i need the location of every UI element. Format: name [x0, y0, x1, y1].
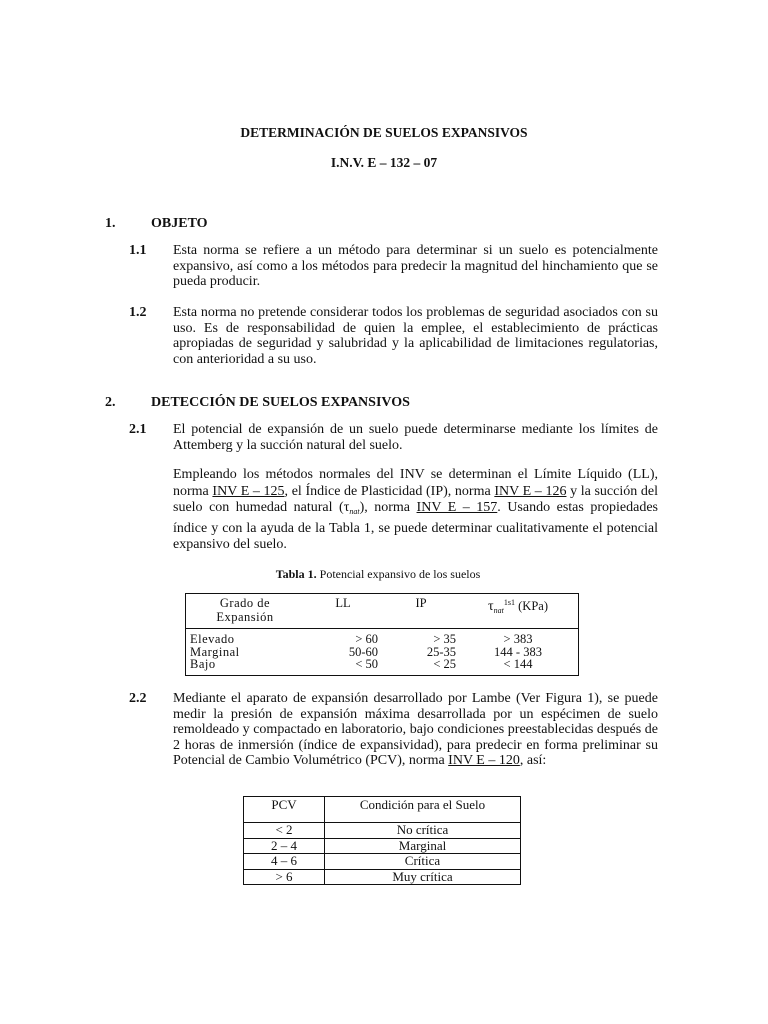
cell-grado: Elevado — [190, 632, 235, 646]
section-2-number: 2. — [105, 395, 116, 410]
table-row — [244, 869, 521, 885]
table-row — [186, 629, 579, 646]
table-header-row — [186, 594, 579, 629]
section-2-title: DETECCIÓN DE SUELOS EXPANSIVOS — [151, 395, 410, 410]
item-1-1-text: Esta norma se refiere a un método para determinar si un suelo es potencialmente expansivo, así como a los métodos para predecir la magnitud del hinchamiento que se pueda producir. — [173, 243, 658, 289]
cell-tau: 144 - 383 — [494, 644, 542, 659]
norm-link-inv-e-157: INV E – 157 — [416, 500, 498, 515]
cell-ip: > 35 — [433, 632, 456, 646]
cell-tau: > 383 — [503, 632, 533, 646]
tau-superscript: 1s1 — [503, 598, 515, 607]
paragraph-text: , así: — [519, 753, 547, 768]
table-1-expansive-potential — [185, 593, 579, 676]
table-1-caption-text: Potencial expansivo de los suelos — [319, 567, 481, 581]
cell-pcv: < 2 — [244, 823, 325, 839]
item-1-2-number: 1.2 — [129, 305, 147, 320]
table-2-pcv — [243, 796, 521, 885]
header-ip: IP — [382, 594, 458, 629]
section-1-title: OBJETO — [151, 216, 208, 231]
header-ll: LL — [304, 594, 382, 629]
paragraph-text: y la succión del suelo con humedad natural ( — [173, 483, 659, 515]
cell-condicion: Muy crítica — [325, 869, 521, 885]
cell-ll: 50-60 — [348, 644, 378, 659]
cell-pcv: 2 – 4 — [244, 838, 325, 854]
item-1-1-number: 1.1 — [129, 243, 147, 258]
norm-link-inv-e-120: INV E – 120 — [448, 753, 520, 768]
tau-subscript: nat — [349, 507, 360, 516]
cell-pcv: 4 – 6 — [244, 854, 325, 870]
paragraph-text: Mediante el aparato de expansión desarrollado por Lambe (Ver Figura 1), se puede medir la presión de expansión máxima desarrollada por un espécimen de suelo remoldeado y compactado en laboratorio, bajo condiciones preestablecidas después de 2 horas de inmersión (índice de expansividad), para predecir en forma preliminar su Potencial de Cambio Volumétrico (PCV), norma — [173, 691, 658, 768]
cell-ll: > 60 — [355, 632, 378, 646]
tau-unit: (KPa) — [515, 599, 548, 613]
cell-condicion: Marginal — [325, 838, 521, 854]
tau-subscript: nat — [493, 606, 504, 615]
norm-link-inv-e-125: INV E – 125 — [212, 483, 285, 499]
cell-grado: Bajo — [190, 657, 216, 671]
item-2-1-number: 2.1 — [129, 422, 147, 437]
cell-condicion: No crítica — [325, 823, 521, 839]
table-header-row — [244, 797, 521, 823]
tau-symbol: τ — [343, 500, 350, 515]
paragraph-text: Empleando los métodos normales del INV se determinan el Límite Líquido (LL), norma — [173, 467, 658, 499]
table-row — [244, 838, 521, 854]
cell-ip: < 25 — [433, 657, 456, 671]
table-row — [244, 823, 521, 839]
paragraph-text: . Usando estas propiedades índice y con la ayuda de la Tabla 1, se puede determinar cualitativamente el potencial expansivo del suelo. — [173, 500, 658, 552]
tau-symbol: τ — [488, 599, 494, 614]
document-title: DETERMINACIÓN DE SUELOS EXPANSIVOS — [240, 125, 528, 140]
table-row — [244, 854, 521, 870]
norm-link-inv-e-126: INV E – 126 — [494, 483, 567, 499]
item-1-2-text: Esta norma no pretende considerar todos los problemas de seguridad asociados con su uso. Es de responsabilidad de quien la emplee, el establecimiento de prácticas apropiadas de seguridad y salubridad y la aplicabilidad de limitaciones regulatorias, con anterioridad a su uso. — [173, 305, 658, 367]
header-tau — [458, 594, 579, 629]
section-1-number: 1. — [105, 216, 116, 231]
item-2-2-number: 2.2 — [129, 691, 147, 706]
table-1-caption-label: Tabla 1. — [275, 567, 317, 581]
norm-code: I.N.V. E – 132 – 07 — [330, 155, 438, 170]
item-2-1-paragraph — [173, 467, 658, 554]
table-1-caption — [0, 567, 762, 583]
header-grado: Grado de Expansión — [186, 594, 305, 629]
cell-tau: < 144 — [503, 657, 533, 671]
item-2-2-text — [173, 691, 658, 769]
cell-condicion: Crítica — [325, 854, 521, 870]
cell-ip: 25-35 — [426, 644, 456, 659]
paragraph-text: ), norma — [359, 500, 417, 515]
cell-ll: < 50 — [355, 657, 378, 671]
cell-grado: Marginal — [190, 644, 240, 659]
header-condicion: Condición para el Suelo — [325, 797, 521, 823]
cell-pcv: > 6 — [244, 869, 325, 885]
table-row — [186, 658, 579, 675]
header-pcv: PCV — [244, 797, 325, 823]
item-2-1-text: El potencial de expansión de un suelo puede determinarse mediante los límites de Attemberg y la succión natural del suelo. — [173, 422, 658, 453]
paragraph-text: , el Índice de Plasticidad (IP), norma — [284, 483, 495, 499]
